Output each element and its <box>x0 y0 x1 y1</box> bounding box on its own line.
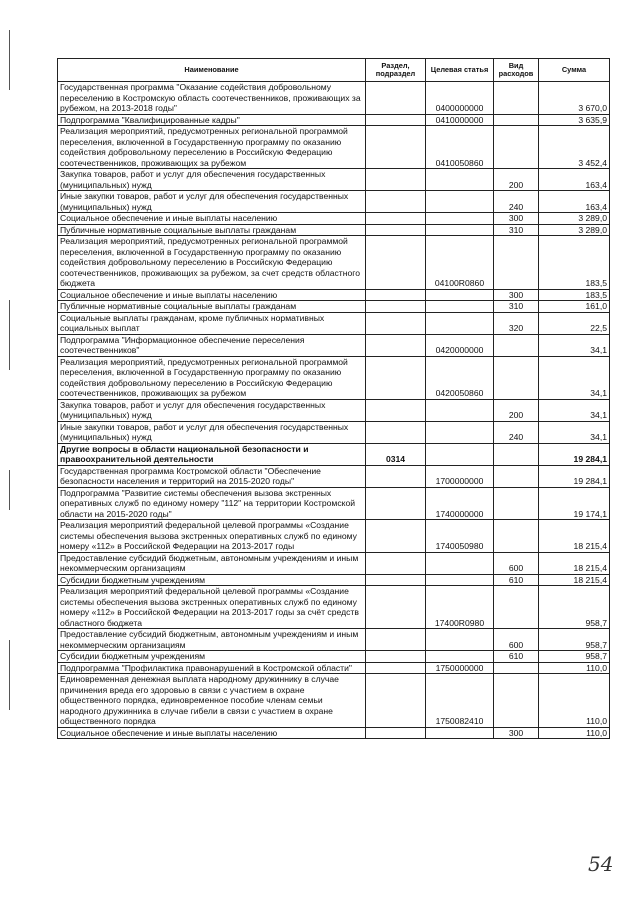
cell-sum: 958,7 <box>539 651 610 663</box>
cell-sum: 163,4 <box>539 169 610 191</box>
cell-section <box>366 629 426 651</box>
header-target: Целевая статья <box>426 59 494 82</box>
cell-target: 0410050860 <box>426 126 494 169</box>
cell-section <box>366 651 426 663</box>
table-row <box>58 487 610 520</box>
cell-sum: 34,1 <box>539 399 610 421</box>
cell-type: 300 <box>494 727 539 739</box>
cell-sum: 163,4 <box>539 191 610 213</box>
cell-section <box>366 727 426 739</box>
table-row <box>58 334 610 356</box>
cell-type <box>494 443 539 465</box>
cell-target: 0420050860 <box>426 356 494 399</box>
cell-name: Субсидии бюджетным учреждениям <box>58 574 366 586</box>
cell-name: Социальное обеспечение и иные выплаты населению <box>58 727 366 739</box>
cell-type: 600 <box>494 552 539 574</box>
cell-type <box>494 465 539 487</box>
table-row <box>58 289 610 301</box>
cell-target <box>426 213 494 225</box>
cell-target <box>426 224 494 236</box>
cell-section <box>366 213 426 225</box>
header-sum: Сумма <box>539 59 610 82</box>
table-row <box>58 520 610 553</box>
cell-type: 300 <box>494 289 539 301</box>
cell-section <box>366 662 426 674</box>
page-number: 54 <box>588 852 614 876</box>
cell-target <box>426 574 494 586</box>
cell-section <box>366 574 426 586</box>
cell-name: Реализация мероприятий федеральной целевой программы «Создание системы обеспечения вызова экстренных оперативных служб по единому номеру «112» в Российской Федерации на 2013-2017 годы за счёт средств областного бюджета <box>58 586 366 629</box>
cell-section <box>366 399 426 421</box>
cell-target <box>426 301 494 313</box>
header-name: Наименование <box>58 59 366 82</box>
cell-type: 240 <box>494 421 539 443</box>
cell-type: 310 <box>494 301 539 313</box>
cell-target: 1740050980 <box>426 520 494 553</box>
cell-type: 320 <box>494 312 539 334</box>
table-row <box>58 421 610 443</box>
cell-type: 200 <box>494 169 539 191</box>
cell-target <box>426 727 494 739</box>
cell-name: Подпрограмма "Квалифицированные кадры" <box>58 114 366 126</box>
table-row <box>58 301 610 313</box>
cell-target <box>426 169 494 191</box>
header-expense-type: Вид расходов <box>494 59 539 82</box>
cell-type <box>494 114 539 126</box>
cell-section <box>366 169 426 191</box>
cell-type: 300 <box>494 213 539 225</box>
cell-target <box>426 629 494 651</box>
cell-name: Иные закупки товаров, работ и услуг для обеспечения государственных (муниципальных) нужд <box>58 421 366 443</box>
cell-sum: 18 215,4 <box>539 520 610 553</box>
cell-sum: 3 670,0 <box>539 82 610 115</box>
cell-type: 240 <box>494 191 539 213</box>
cell-target: 1740000000 <box>426 487 494 520</box>
cell-name: Иные закупки товаров, работ и услуг для обеспечения государственных (муниципальных) нужд <box>58 191 366 213</box>
cell-section <box>366 224 426 236</box>
cell-section <box>366 301 426 313</box>
cell-name: Субсидии бюджетным учреждениям <box>58 651 366 663</box>
table-row <box>58 586 610 629</box>
table-row <box>58 552 610 574</box>
table-row <box>58 651 610 663</box>
cell-type <box>494 662 539 674</box>
cell-sum: 34,1 <box>539 334 610 356</box>
cell-target: 17400R0980 <box>426 586 494 629</box>
cell-name: Подпрограмма "Профилактика правонарушений в Костромской области" <box>58 662 366 674</box>
cell-target: 0420000000 <box>426 334 494 356</box>
cell-sum: 3 635,9 <box>539 114 610 126</box>
cell-sum: 22,5 <box>539 312 610 334</box>
cell-name: Государственная программа Костромской области "Обеспечение безопасности населения и территорий на 2015-2020 годы" <box>58 465 366 487</box>
table-row <box>58 126 610 169</box>
cell-target <box>426 552 494 574</box>
cell-sum: 183,5 <box>539 236 610 290</box>
cell-section <box>366 312 426 334</box>
cell-type <box>494 586 539 629</box>
table-row <box>58 224 610 236</box>
table-row <box>58 674 610 728</box>
cell-section <box>366 191 426 213</box>
cell-name: Социальное обеспечение и иные выплаты населению <box>58 289 366 301</box>
table-row <box>58 465 610 487</box>
cell-target <box>426 191 494 213</box>
cell-type: 310 <box>494 224 539 236</box>
cell-section: 0314 <box>366 443 426 465</box>
cell-name: Социальное обеспечение и иные выплаты населению <box>58 213 366 225</box>
cell-type <box>494 356 539 399</box>
cell-target <box>426 312 494 334</box>
cell-section <box>366 487 426 520</box>
cell-name: Предоставление субсидий бюджетным, автономным учреждениям и иным некоммерческим организациям <box>58 552 366 574</box>
table-row <box>58 312 610 334</box>
cell-target <box>426 651 494 663</box>
cell-type <box>494 487 539 520</box>
cell-name: Публичные нормативные социальные выплаты гражданам <box>58 224 366 236</box>
cell-target: 04100R0860 <box>426 236 494 290</box>
cell-type <box>494 520 539 553</box>
cell-name: Публичные нормативные социальные выплаты гражданам <box>58 301 366 313</box>
cell-name: Реализация мероприятий федеральной целевой программы «Создание системы обеспечения вызова экстренных оперативных служб по единому номеру «112» в Российской Федерации на 2013-2017 годы <box>58 520 366 553</box>
cell-type: 200 <box>494 399 539 421</box>
table-row <box>58 443 610 465</box>
cell-name: Реализация мероприятий, предусмотренных региональной программой переселения, включенной в Государственную программу по оказанию содействия добровольному переселению в Российскую Федерацию соотечественников, проживающих за рубежом <box>58 356 366 399</box>
cell-section <box>366 586 426 629</box>
cell-sum: 110,0 <box>539 674 610 728</box>
binding-margin-marks <box>7 0 13 905</box>
cell-target: 0410000000 <box>426 114 494 126</box>
cell-sum: 958,7 <box>539 586 610 629</box>
cell-section <box>366 552 426 574</box>
table-body <box>58 82 610 739</box>
cell-name: Социальные выплаты гражданам, кроме публичных нормативных социальных выплат <box>58 312 366 334</box>
cell-sum: 3 289,0 <box>539 224 610 236</box>
cell-sum: 183,5 <box>539 289 610 301</box>
cell-section <box>366 236 426 290</box>
cell-sum: 3 452,4 <box>539 126 610 169</box>
table-row <box>58 82 610 115</box>
cell-section <box>366 421 426 443</box>
cell-section <box>366 465 426 487</box>
header-section: Раздел, подраздел <box>366 59 426 82</box>
cell-name: Единовременная денежная выплата народному дружиннику в случае причинения вреда его здоровью в связи с участием в охране общественного порядка, единовременное пособие членам семьи народного дружинника в случае гибели в связи с участием в охране общественного порядка <box>58 674 366 728</box>
cell-sum: 34,1 <box>539 356 610 399</box>
cell-sum: 19 284,1 <box>539 443 610 465</box>
cell-type <box>494 126 539 169</box>
table-row <box>58 629 610 651</box>
table-row <box>58 662 610 674</box>
table-row <box>58 356 610 399</box>
table-row <box>58 213 610 225</box>
cell-sum: 19 174,1 <box>539 487 610 520</box>
cell-target <box>426 289 494 301</box>
cell-type <box>494 334 539 356</box>
cell-name: Государственная программа "Оказание содействия добровольному переселению в Костромскую область соотечественников, проживающих за рубежом, на 2013-2018 годы" <box>58 82 366 115</box>
cell-type: 600 <box>494 629 539 651</box>
cell-section <box>366 334 426 356</box>
cell-target <box>426 399 494 421</box>
cell-target <box>426 443 494 465</box>
cell-sum: 19 284,1 <box>539 465 610 487</box>
cell-target: 0400000000 <box>426 82 494 115</box>
cell-sum: 958,7 <box>539 629 610 651</box>
cell-section <box>366 126 426 169</box>
cell-sum: 3 289,0 <box>539 213 610 225</box>
cell-section <box>366 520 426 553</box>
cell-name: Закупка товаров, работ и услуг для обеспечения государственных (муниципальных) нужд <box>58 169 366 191</box>
cell-section <box>366 82 426 115</box>
cell-type <box>494 82 539 115</box>
cell-section <box>366 674 426 728</box>
cell-name: Реализация мероприятий, предусмотренных региональной программой переселения, включенной в Государственную программу по оказанию содействия добровольному переселению в Российскую Федерацию соотечественников, проживающих за рубежом, за счет средств областного бюджета <box>58 236 366 290</box>
cell-sum: 34,1 <box>539 421 610 443</box>
cell-section <box>366 114 426 126</box>
cell-name: Реализация мероприятий, предусмотренных региональной программой переселения, включенной в Государственную программу по оказанию содействия добровольному переселению в Российскую Федерацию соотечественников, проживающих за рубежом <box>58 126 366 169</box>
cell-target: 1750000000 <box>426 662 494 674</box>
table-row <box>58 169 610 191</box>
cell-section <box>366 356 426 399</box>
cell-name: Закупка товаров, работ и услуг для обеспечения государственных (муниципальных) нужд <box>58 399 366 421</box>
cell-type: 610 <box>494 574 539 586</box>
cell-sum: 18 215,4 <box>539 574 610 586</box>
table-row <box>58 399 610 421</box>
cell-sum: 161,0 <box>539 301 610 313</box>
cell-type <box>494 674 539 728</box>
cell-target <box>426 421 494 443</box>
cell-name: Подпрограмма "Развитие системы обеспечения вызова экстренных оперативных служб по единому номеру "112" на территории Костромской области на 2015-2020 годы" <box>58 487 366 520</box>
table-row <box>58 236 610 290</box>
cell-section <box>366 289 426 301</box>
budget-table <box>57 58 610 739</box>
table-row <box>58 114 610 126</box>
table-row <box>58 727 610 739</box>
cell-sum: 18 215,4 <box>539 552 610 574</box>
cell-name: Подпрограмма "Информационное обеспечение переселения соотечественников" <box>58 334 366 356</box>
cell-target: 1700000000 <box>426 465 494 487</box>
table-row <box>58 574 610 586</box>
table-row <box>58 191 610 213</box>
cell-type: 610 <box>494 651 539 663</box>
cell-target: 1750082410 <box>426 674 494 728</box>
cell-type <box>494 236 539 290</box>
cell-name: Другие вопросы в области национальной безопасности и правоохранительной деятельности <box>58 443 366 465</box>
cell-sum: 110,0 <box>539 662 610 674</box>
cell-sum: 110,0 <box>539 727 610 739</box>
table-header-row <box>58 59 610 82</box>
cell-name: Предоставление субсидий бюджетным, автономным учреждениям и иным некоммерческим организациям <box>58 629 366 651</box>
